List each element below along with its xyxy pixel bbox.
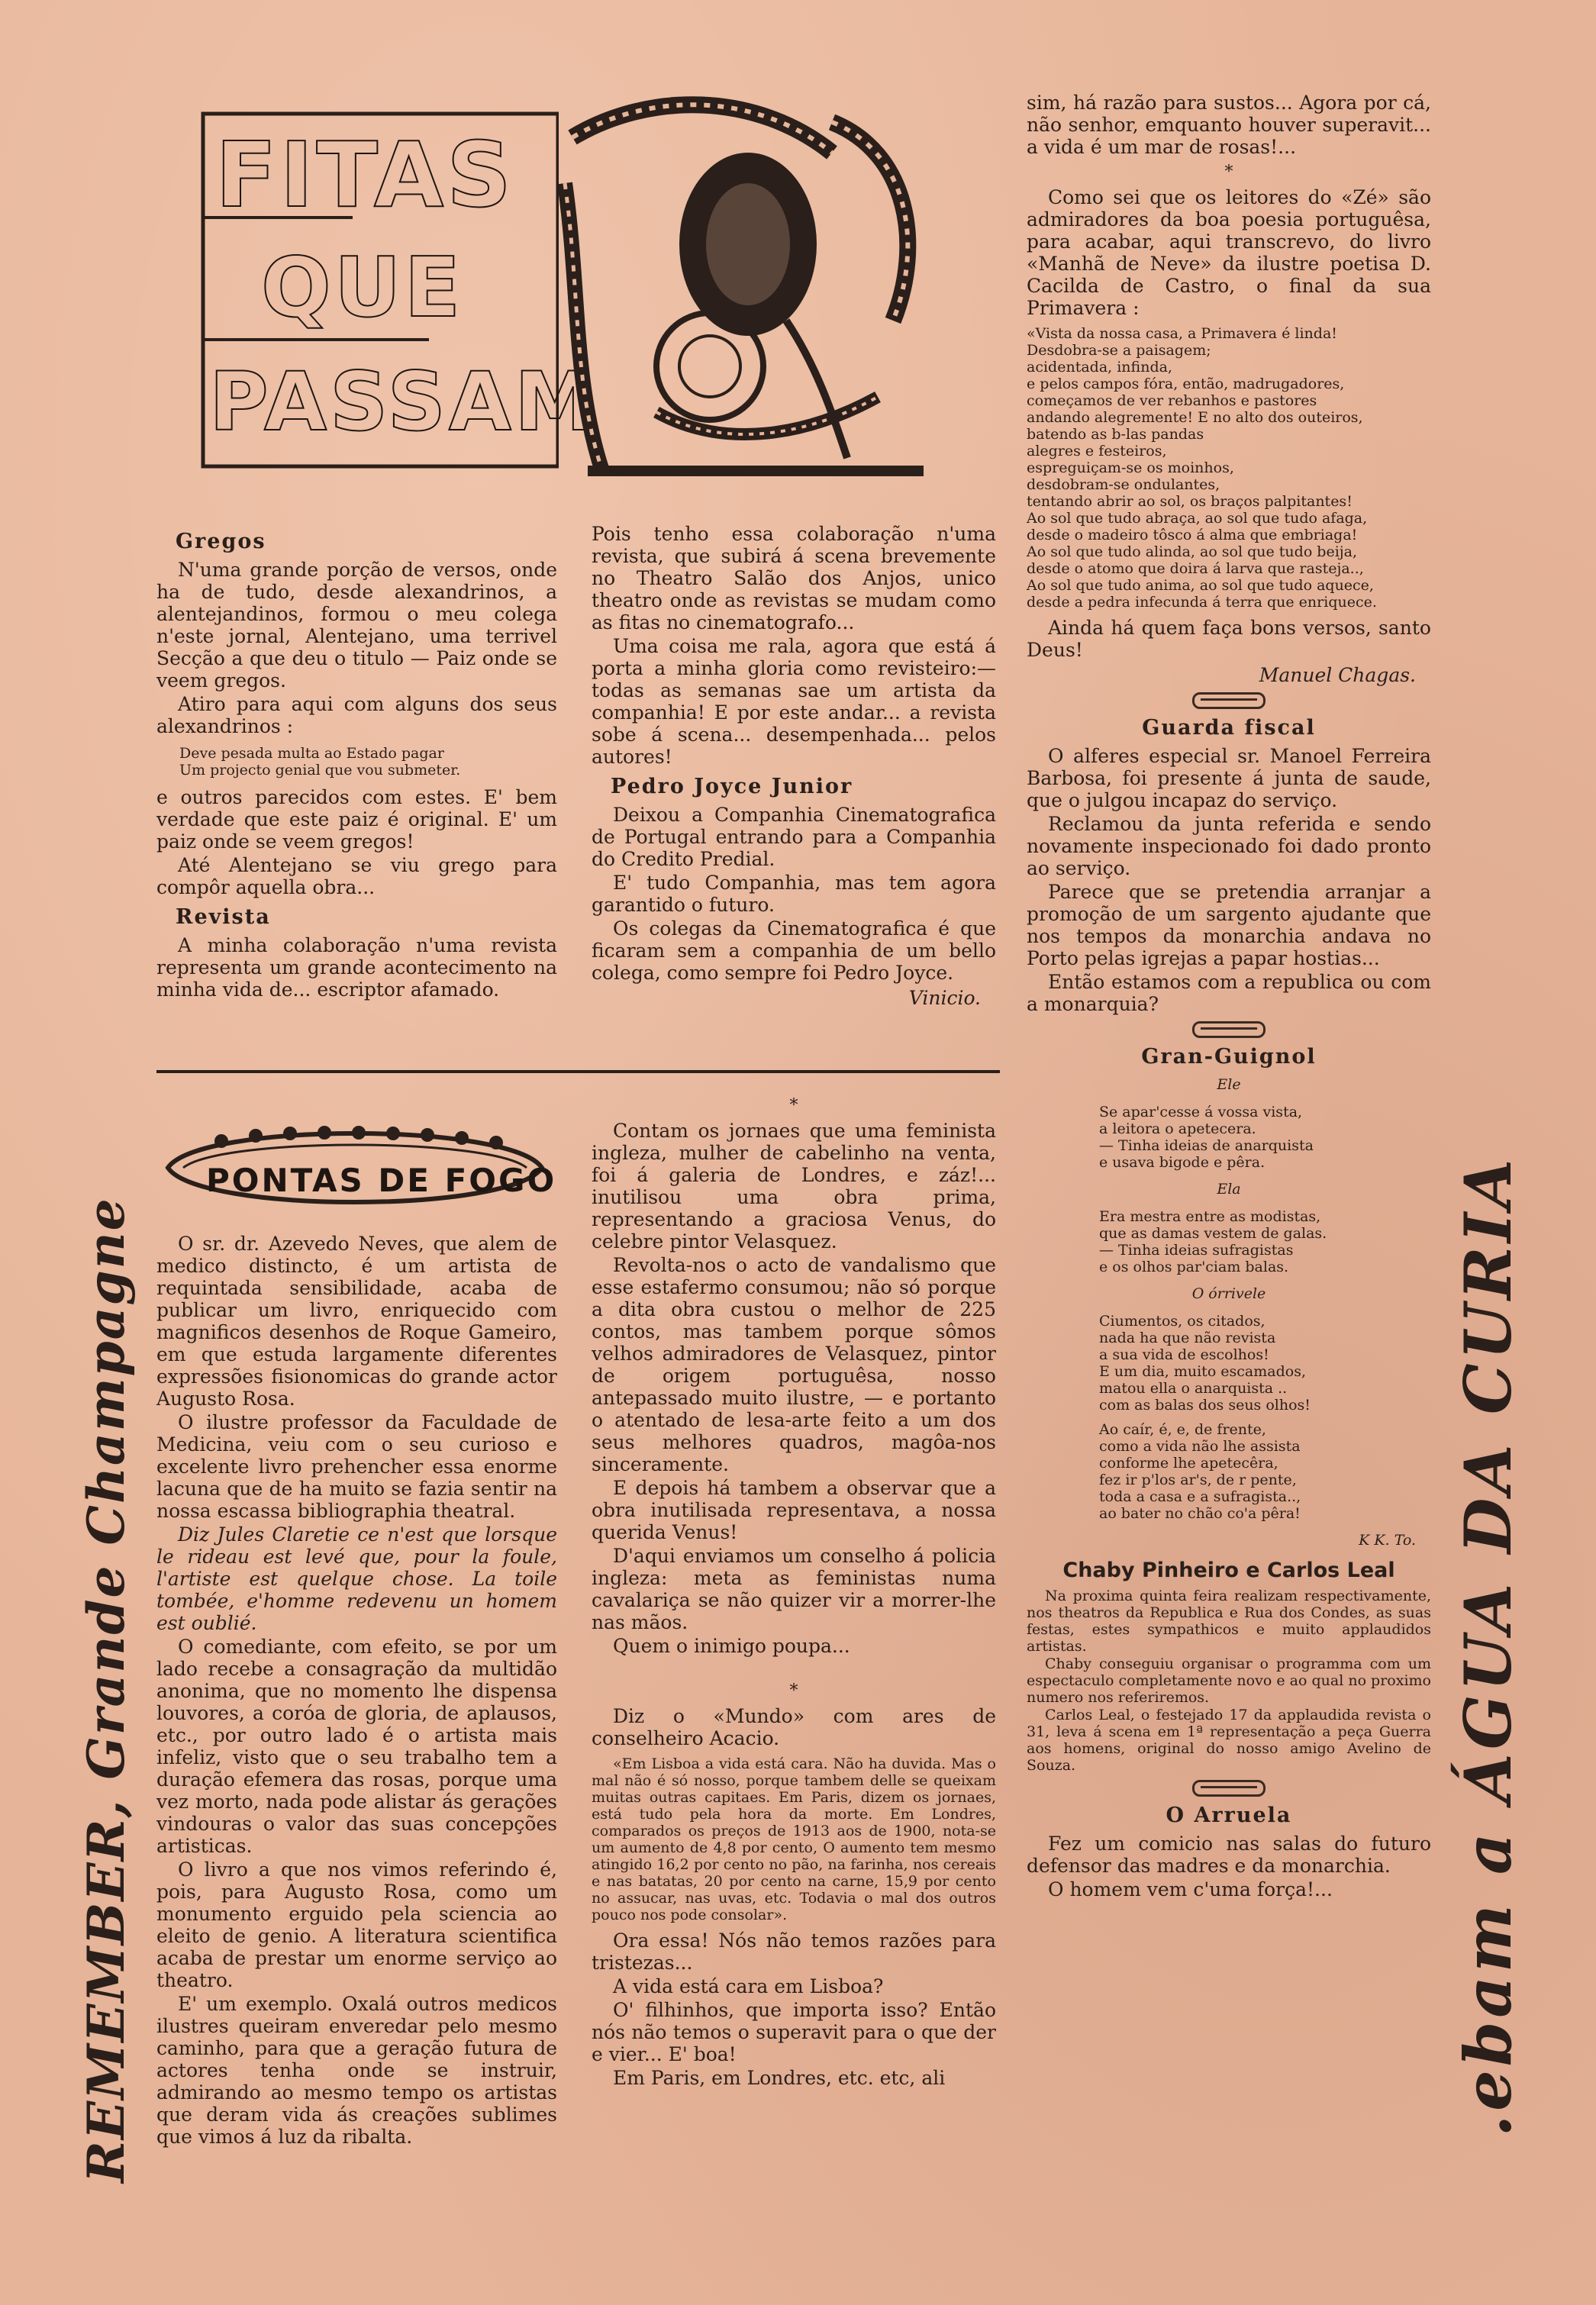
- paragraph: O comediante, com efeito, se por um lado recebe a consagração da multidão anonima, que no momento lhe dispensa louvores, a coróa de gloria, de aplausos, etc., por outro lado é o artista mais infeliz, visto que o seu trabalho tem a duração efemera das rosas, porque uma vez morto, nada pode alistar ás gerações vindouras o valor das suas concepções artisticas.: [156, 1636, 557, 1857]
- paragraph: Uma coisa me rala, agora que está á porta a minha gloria como revisteiro:— todas as semanas sae um artista da companhia! E por este andar... a revista sobe á scena... desempenhada... pelos autores!: [592, 635, 996, 768]
- horizontal-rule: [156, 1070, 1000, 1073]
- poem-line: desdobram-se ondulantes,: [1027, 476, 1220, 493]
- verse-line: Ciumentos, os citados,: [1099, 1313, 1266, 1330]
- paragraph: D'aqui enviamos um conselho á policia ingleza: meta as feministas numa cavalariça se não quizer vir a morrer-lhe nas mãos.: [592, 1545, 996, 1633]
- side-ad-right: .ebam a ÁGUA DA CURIA: [1450, 1155, 1526, 2137]
- verse-block: [179, 745, 557, 779]
- verse-line: — Tinha ideias sufragistas: [1099, 1242, 1294, 1259]
- verse-block: [1099, 1208, 1431, 1275]
- paragraph: Reclamou da junta referida e sendo novamente inspecionado foi dado pronto ao serviço.: [1027, 813, 1431, 879]
- verse-line: Ao caír, é, e, de frente,: [1099, 1421, 1266, 1438]
- paragraph: Ainda há quem faça bons versos, santo Deus!: [1027, 617, 1431, 661]
- paragraph: O sr. dr. Azevedo Neves, que alem de medico distincto, é um artista de requintada sensibilidade, acaba de publicar um livro, enriquecido com magnificos desenhos de Roque Gameiro, em que estuda largamente diferentes expressões fisionomicas do grande actor Augusto Rosa.: [156, 1233, 557, 1410]
- poem-line: Desdobra-se a paisagem;: [1027, 342, 1211, 359]
- paragraph: E depois há tambem a observar que a obra inutilisada representava, a nossa querida Venus!: [592, 1477, 996, 1543]
- separator-star: *: [1224, 163, 1233, 182]
- verse-block: [1099, 1313, 1431, 1414]
- banner-text: PONTAS DE FOGO: [206, 1162, 557, 1199]
- poem-line: espreguiçam-se os moinhos,: [1027, 459, 1234, 476]
- paragraph: Em Paris, em Londres, etc. etc, ali: [613, 2067, 946, 2089]
- paragraph: Diz Jules Claretie ce n'est que lorsque le rideau est levé que, pour la foule, l'artiste est quelque chose. La toile tombée, e'homme redevenu un homem est oublié.: [156, 1523, 557, 1634]
- paragraph: Contam os jornaes que uma feminista ingleza, mulher de cabelinho na venta, foi á galeria de Londres, e záz!... inutilisou uma obra prima, representando a graciosa Venus, do celebre pintor Velasquez.: [592, 1120, 996, 1252]
- masthead-line-2: QUE: [261, 240, 464, 336]
- verse-line: nada ha que não revista: [1099, 1330, 1276, 1346]
- paragraph: O' filhinhos, que importa isso? Então nós não temos o superavit para o que der e vier... E' boa!: [592, 1999, 996, 2065]
- masthead: [200, 111, 598, 469]
- poem-line: desde a pedra infecunda á terra que enriquece.: [1027, 594, 1377, 611]
- section-title-revista: Revista: [176, 905, 271, 929]
- quote-text: «Em Lisboa a vida está cara. Não ha duvida. Mas o mal não é só nosso, porque tambem delle se queixam muitas outras capitaes. Em Paris, dizem os jornaes, está tudo pela hora da morte. Em Londres, comparados os preços de 1913 aos de 1900, nota-se um aumento de 4,8 por cento, O aumento tem mesmo atingido 16,2 por cento no pão, na farinha, nos cereais e nas batatas, 20 por cento na carne, 15,9 por cento no assucar, nas uvas, etc. Todavia o mal dos outros pouco nos pode consolar».: [592, 1755, 996, 1923]
- section-title-gregos: Gregos: [176, 530, 266, 553]
- verse-line: ao bater no chão co'a pêra!: [1099, 1505, 1301, 1522]
- ornament-divider: [1192, 1021, 1266, 1038]
- poem-speaker: O órrivele: [1191, 1285, 1266, 1302]
- paragraph: Como sei que os leitores do «Zé» são admiradores da boa poesia portuguêsa, para acabar, aqui transcrevo, do livro «Manhã de Neve» da ilustre poetisa D. Cacilda de Castro, o final da sua Primavera :: [1027, 186, 1431, 319]
- paragraph: E' um exemplo. Oxalá outros medicos ilustres queiram enveredar pelo mesmo caminho, para que a geração futura de actores tenha onde se instruir, admirando ao mesmo tempo os artistas que deram vida ás creações sublimes que vimos á luz da ribalta.: [156, 1993, 557, 2148]
- poem-line: Ao sol que tudo abraça, ao sol que tudo afaga,: [1027, 510, 1368, 527]
- masthead-line-1: FITAS: [215, 122, 515, 227]
- paragraph: Carlos Leal, o festejado 17 da applaudida revista o 31, leva á scena em 1ª representação a peça Guerra aos homens, original do nosso amigo Avelino de Souza.: [1027, 1707, 1431, 1774]
- poem-line: «Vista da nossa casa, a Primavera é linda!: [1027, 325, 1337, 342]
- poem-block: [1027, 325, 1431, 611]
- ornament-divider: [1192, 692, 1266, 709]
- paragraph: Pois tenho essa colaboração n'uma revista, que subirá á scena brevemente no Theatro Salão dos Anjos, unico theatro onde as revistas se mudam como as fitas no cinematografo...: [592, 523, 996, 633]
- paragraph: N'uma grande porção de versos, onde ha de tudo, desde alexandrinos, a alentejandinos, formou o meu colega n'este jornal, Alentejano, uma terrivel Secção a que deu o titulo — Paiz onde se veem gregos.: [156, 559, 557, 692]
- verse-line: e usava bigode e pêra.: [1099, 1154, 1266, 1171]
- paragraph: O ilustre professor da Faculdade de Medicina, veiu com o seu curioso e excelente livro prehencher essa enorme lacuna que de ha muito se fazia sentir na nossa escassa bibliographia theatral.: [156, 1411, 557, 1522]
- paragraph: Então estamos com a republica ou com a monarquia?: [1027, 971, 1431, 1015]
- verse-line: Deve pesada multa ao Estado pagar: [179, 745, 444, 762]
- verse-line: a sua vida de escolhos!: [1099, 1346, 1269, 1363]
- quote-block: [592, 1755, 996, 1923]
- verse-line: como a vida não lhe assista: [1099, 1438, 1301, 1455]
- verse-block: [1099, 1104, 1431, 1171]
- poem-speaker: Ele: [1217, 1076, 1241, 1093]
- verse-line: fez ir p'los ar's, de r pente,: [1099, 1472, 1297, 1488]
- paragraph: Deixou a Companhia Cinematografica de Portugal entrando para a Companhia do Credito Predial.: [592, 804, 996, 870]
- separator-star: *: [789, 1681, 798, 1701]
- separator-star: *: [789, 1096, 798, 1115]
- paragraph: Parece que se pretendia arranjar a promoção de um sargento ajudante que nos tempos da monarchia andava no Porto pelas igrejas a papar hostias...: [1027, 881, 1431, 969]
- verse-line: e os olhos par'ciam balas.: [1099, 1259, 1289, 1275]
- poem-line: e pelos campos fóra, então, madrugadores,: [1027, 376, 1345, 392]
- verse-line: — Tinha ideias de anarquista: [1099, 1137, 1314, 1154]
- verse-line: que as damas vestem de galas.: [1099, 1225, 1327, 1242]
- verse-line: com as balas dos seus olhos!: [1099, 1397, 1311, 1414]
- column-3: [1027, 92, 1431, 1902]
- paragraph: Até Alentejano se viu grego para compôr aquella obra...: [156, 854, 557, 898]
- poem-line: tentando abrir ao sol, os braços palpitantes!: [1027, 493, 1353, 510]
- poem-line: começamos de ver rebanhos e pastores: [1027, 392, 1317, 409]
- paragraph: Na proxima quinta feira realizam respectivamente, nos theatros da Republica e Rua dos Condes, as suas festas, estes sympathicos e muito applaudidos artistas.: [1027, 1588, 1431, 1655]
- masthead-line-3: PASSAM: [209, 355, 598, 449]
- side-ad-left: REMEMBER, Grande Champagne: [76, 1197, 136, 2183]
- paragraph: Os colegas da Cinematografica é que ficaram sem a companhia de um bello colega, como sempre foi Pedro Joyce.: [592, 917, 996, 984]
- poem-line: alegres e festeiros,: [1027, 443, 1167, 459]
- column-2-top: [592, 523, 996, 1014]
- paragraph: Diz o «Mundo» com ares de conselheiro Acacio.: [592, 1705, 996, 1749]
- section-title-gran-guignol: Gran-Guignol: [1141, 1045, 1317, 1069]
- column-1-bottom: [156, 1233, 557, 2149]
- verse-line: a leitora o apetecera.: [1099, 1120, 1256, 1137]
- poem-line: batendo as b-las pandas: [1027, 426, 1204, 443]
- verse-line: toda a casa e a sufragista..,: [1099, 1488, 1301, 1505]
- verse-line: conforme lhe apetecêra,: [1099, 1455, 1278, 1472]
- signature: Vinicio.: [908, 987, 981, 1009]
- poem-line: andando alegremente! E no alto dos outeiros,: [1027, 409, 1363, 426]
- paragraph: Chaby conseguiu organisar o programma com um espectaculo completamente novo e ao qual no proximo numero nos referiremos.: [1027, 1655, 1431, 1706]
- section-title-chaby-pinheiro: Chaby Pinheiro e Carlos Leal: [1062, 1559, 1395, 1582]
- verse-line: E um dia, muito escamados,: [1099, 1363, 1306, 1380]
- verse-block: [1099, 1421, 1431, 1522]
- signature: Manuel Chagas.: [1259, 664, 1416, 686]
- verse-line: Um projecto genial que vou submeter.: [179, 762, 461, 779]
- section-title-o-arruela: O Arruela: [1166, 1804, 1292, 1827]
- paragraph: Quem o inimigo poupa...: [613, 1635, 850, 1657]
- poem-line: desde o madeiro tôsco á alma que embriaga!: [1027, 527, 1358, 543]
- column-1-top: [156, 523, 557, 1002]
- poem-line: acidentada, infinda,: [1027, 359, 1172, 376]
- section-title-guarda-fiscal: Guarda fiscal: [1142, 716, 1316, 740]
- paragraph: Ora essa! Nós não temos razões para tristezas...: [592, 1929, 996, 1974]
- paragraph: A vida está cara em Lisboa?: [613, 1975, 884, 1997]
- film-reel-figure-illustration: [557, 92, 939, 488]
- poem-line: desde o atomo que doira á larva que rasteja..,: [1027, 560, 1364, 577]
- small-text-block: [1027, 1588, 1431, 1774]
- section-title-pedro-joyce: Pedro Joyce Junior: [611, 775, 853, 798]
- paragraph: E' tudo Companhia, mas tem agora garantido o futuro.: [592, 872, 996, 916]
- verse-line: matou ella o anarquista ..: [1099, 1380, 1288, 1397]
- paragraph: e outros parecidos com estes. E' bem verdade que este paiz é original. E' um paiz onde se veem gregos!: [156, 786, 557, 853]
- verse-line: Se apar'cesse á vossa vista,: [1099, 1104, 1303, 1120]
- paragraph: A minha colaboração n'uma revista representa um grande acontecimento na minha vida de... escriptor afamado.: [156, 934, 557, 1001]
- pontas-de-fogo-banner: [153, 1114, 557, 1221]
- signature: K K. To.: [1359, 1532, 1416, 1549]
- column-2-bottom: [592, 1091, 996, 2091]
- poem-line: Ao sol que tudo alinda, ao sol que tudo beija,: [1027, 543, 1358, 560]
- paragraph: Atiro para aqui com alguns dos seus alexandrinos :: [156, 693, 557, 737]
- paragraph: O alferes especial sr. Manoel Ferreira Barbosa, foi presente á junta de saude, que o julgou incapaz do serviço.: [1027, 745, 1431, 811]
- ornament-divider: [1192, 1780, 1266, 1797]
- poem-line: Ao sol que tudo anima, ao sol que tudo aquece,: [1027, 577, 1374, 594]
- paragraph: Revolta-nos o acto de vandalismo que esse estafermo consumou; não só porque a dita obra custou o melhor de 225 contos, mas tambem porque sômos velhos admiradores de Velasquez, pintor de origem portuguêsa, nosso antepassado muito ilustre, — e portanto o atentado de lesa-arte feito a um dos seus melhores quadros, magôa-nos sinceramente.: [592, 1254, 996, 1475]
- paragraph: O livro a que nos vimos referindo é, pois, para Augusto Rosa, como um monumento erguido pela sciencia ao eleito de genio. A literatura scientifica acaba de prestar um enorme serviço ao theatro.: [156, 1859, 557, 1991]
- verse-line: Era mestra entre as modistas,: [1099, 1208, 1321, 1225]
- paragraph: sim, há razão para sustos... Agora por cá, não senhor, emquanto houver superavit... a vida é um mar de rosas!...: [1027, 92, 1431, 158]
- poem-speaker: Ela: [1217, 1181, 1241, 1198]
- paragraph: Fez um comicio nas salas do futuro defensor das madres e da monarchia.: [1027, 1833, 1431, 1877]
- paragraph: O homem vem c'uma força!...: [1048, 1878, 1333, 1900]
- masthead-illustration: [557, 92, 939, 488]
